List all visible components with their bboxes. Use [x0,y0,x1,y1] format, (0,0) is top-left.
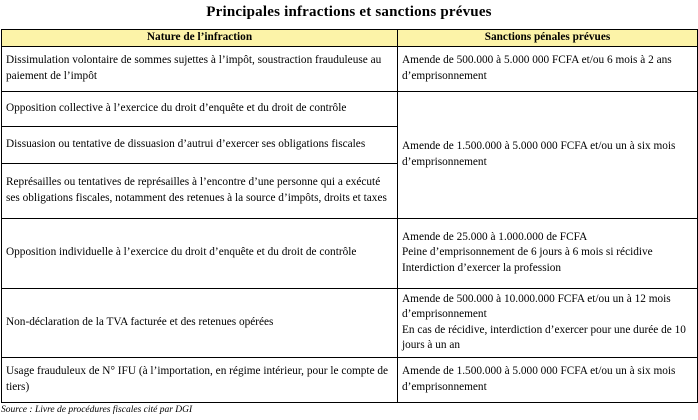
sanction-line: Interdiction d’exercer la profession [402,261,562,274]
infraction-cell: Dissimulation volontaire de sommes sujettes à l’impôt, soustraction frauduleuse au paiement de l’impôt [2,46,398,91]
sanctions-table [1,29,698,403]
sanction-line: Amende de 1.500.000 à 5.000 000 FCFA et/ou un à six mois d’emprisonnement [402,140,676,168]
header-row [2,30,698,47]
infraction-cell: Usage frauduleux de N° IFU (à l’importation, en régime intérieur, pour le compte de tiers) [2,357,398,402]
table-title: Principales infractions et sanctions prévues [206,4,492,20]
sanction-line: Amende de 500.000 à 10.000.000 FCFA et/ou un à 12 mois d’emprisonnement [402,292,671,320]
infraction-cell: Non-déclaration de la TVA facturée et des retenues opérées [2,288,398,357]
sanction-line: Peine d’emprisonnement de 6 jours à 6 mois si récidive [402,246,653,259]
sanction-cell [398,218,698,288]
table-row [2,218,698,288]
table-row [2,91,698,126]
sanction-line: Amende de 1.500.000 à 5.000 000 FCFA et/ou un à six mois d’emprisonnement [402,365,676,393]
sanction-cell [398,46,698,91]
infraction-cell: Opposition individuelle à l’exercice du droit d’enquête et du droit de contrôle [2,218,398,288]
sanction-cell [398,357,698,402]
source-note: Source : Livre de procédures fiscales cité par DGI [1,405,193,415]
sanction-cell [398,288,698,357]
table-row [2,46,698,91]
infraction-cell: Opposition collective à l’exercice du droit d’enquête et du droit de contrôle [2,91,398,126]
infraction-cell: Dissuasion ou tentative de dissuasion d’autrui d’exercer ses obligations fiscales [2,126,398,163]
sanction-line: En cas de récidive, interdiction d’exercer pour une durée de 10 jours à un an [402,323,686,351]
header-sanctions: Sanctions pénales prévues [398,30,698,47]
sanction-line: Amende de 500.000 à 5.000 000 FCFA et/ou 6 mois à 2 ans d’emprisonnement [402,54,672,82]
table-row [2,288,698,357]
sanction-cell-merged [398,91,698,218]
infraction-cell: Représailles ou tentatives de représailles à l’encontre d’une personne qui a exécuté ses obligations fiscales, notamment des retenues à la source d’impôts, droits et taxes [2,163,398,218]
sanction-line: Amende de 25.000 à 1.000.000 de FCFA [402,230,588,243]
table-row [2,357,698,402]
header-infraction: Nature de l’infraction [2,30,398,47]
